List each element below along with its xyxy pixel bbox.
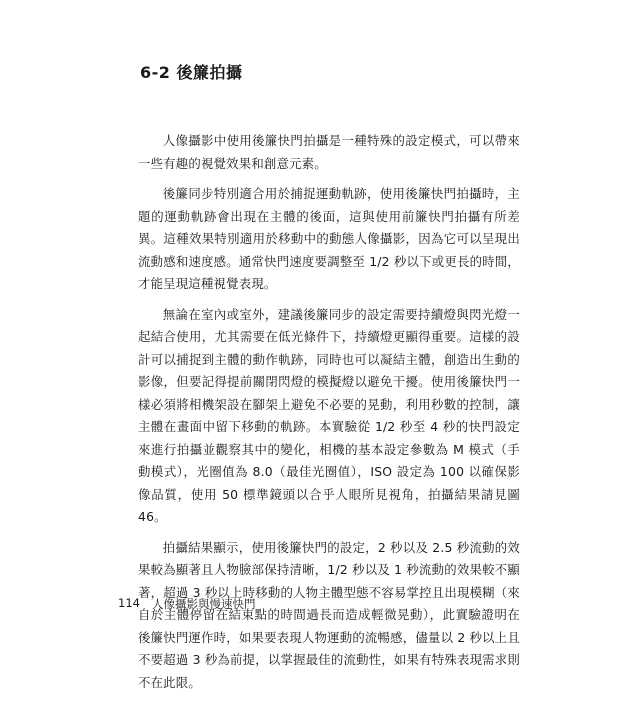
body-text: [138, 130, 520, 702]
running-title: 人像攝影與慢速快門: [151, 597, 256, 611]
paragraph-results: 拍攝結果顯示，使用後簾快門的設定，2 秒以及 2.5 秒流動的效果較為顯著且人物臉部保持清晰，1/2 秒以及 1 秒流動的效果較不顯著，超過 3 秒以上時移動的人物主體型態不容易掌控且出現模糊（來自於主體停留在結束點的時間過長而造成輕微晃動），此實驗證明在後簾快門運作時，如果要表現人物運動的流暢感，儘量以 2 秒以上且不要超過 3 秒為前提，以掌握最佳的流動性，如果有特殊表現需求則不在此限。: [138, 539, 520, 690]
paragraph-rear-sync: 後簾同步特別適合用於捕捉運動軌跡，使用後簾快門拍攝時，主題的運動軌跡會出現在主體的後面，這與使用前簾快門拍攝有所差異。這種效果特別適用於移動中的動態人像攝影，因為它可以呈現出流動感和速度感。通常快門速度要調整至 1/2 秒以下或更長的時間，才能呈現這種視覺表現。: [138, 186, 520, 291]
page-footer: [118, 596, 255, 612]
section-heading: 6-2 後簾拍攝: [140, 63, 243, 82]
page-number: 114: [118, 596, 140, 610]
paragraph-setup: 無論在室內或室外，建議後簾同步的設定需要持續燈與閃光燈一起結合使用，尤其需要在低光條件下，持續燈更顯得重要。這樣的設計可以捕捉到主體的動作軌跡，同時也可以凝結主體，創造出生動的影像，但要記得提前關閉閃燈的模擬燈以避免干擾。使用後簾快門一樣必須將相機架設在腳架上避免不必要的晃動，利用秒數的控制，讓主體在畫面中留下移動的軌跡。本實驗從 1/2 秒至 4 秒的快門設定來進行拍攝並觀察其中的變化，相機的基本設定參數為 M 模式（手動模式），光圈值為 8.0（最佳光圈值），ISO 設定為 100 以確保影像品質，使用 50 標準鏡頭以合乎人眼所見視角，拍攝結果請見圖 46。: [138, 306, 520, 524]
paragraph-intro: 人像攝影中使用後簾快門拍攝是一種特殊的設定模式，可以帶來一些有趣的視覺效果和創意元素。: [138, 133, 520, 171]
